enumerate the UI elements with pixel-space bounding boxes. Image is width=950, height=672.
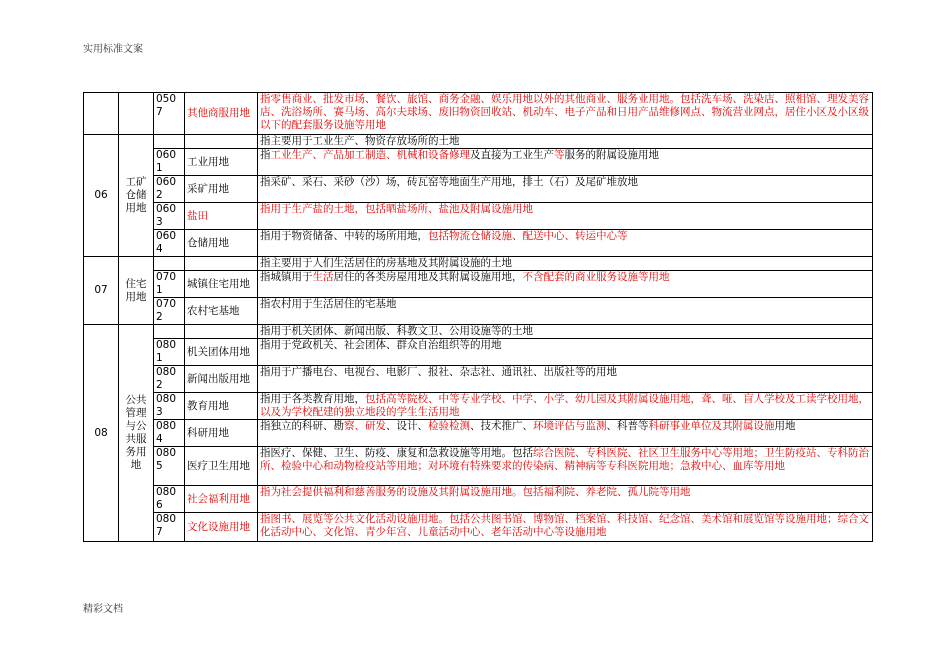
sub-code: 0701 [154,271,185,298]
sub-code: 0507 [154,93,185,135]
description: 指工业生产、产品加工制造、机械和设备修理及直接为工业生产等服务的附属设施用地 [258,149,873,176]
table-row [84,149,873,176]
category-name: 住宅用地 [119,257,154,325]
sub-code: 0806 [154,486,185,513]
empty-cell [154,257,185,271]
table-row [84,203,873,230]
table-row [84,257,873,271]
sub-name: 机关团体用地 [185,339,258,366]
description: 指用于生产盐的土地，包括晒盐场所、盐池及附属设施用地 [258,203,873,230]
sub-code: 0603 [154,203,185,230]
table-row [84,393,873,420]
table-row [84,513,873,542]
table-row [84,420,873,447]
category-code: 08 [84,325,119,542]
table-row [84,339,873,366]
sub-name: 农村宅基地 [185,298,258,325]
sub-name: 工业用地 [185,149,258,176]
table-row [84,176,873,203]
sub-name: 采矿用地 [185,176,258,203]
table-row [84,135,873,149]
description: 指图书、展览等公共文化活动设施用地。包括公共图书馆、博物馆、档案馆、科技馆、纪念馆、美术馆和展览馆等设施用地；综合文化活动中心、文化馆、青少年宫、儿童活动中心、老年活动中心等设施用地 [258,513,873,542]
description: 指采矿、采石、采砂（沙）场，砖瓦窑等地面生产用地，排土（石）及尾矿堆放地 [258,176,873,203]
table-row [84,447,873,486]
sub-code: 0801 [154,339,185,366]
sub-name: 新闻出版用地 [185,366,258,393]
description: 指用于各类教育用地，包括高等院校、中等专业学校、中学、小学、幼儿园及其附属设施用地，聋、哑、盲人学校及工读学校用地，以及为学校配建的独立地段的学生生活用地 [258,393,873,420]
table-row [84,325,873,339]
description: 指用于党政机关、社会团体、群众自治组织等的用地 [258,339,873,366]
category-code: 06 [84,135,119,257]
description: 指用于广播电台、电视台、电影厂、报社、杂志社、通讯社、出版社等的用地 [258,366,873,393]
sub-name: 城镇住宅用地 [185,271,258,298]
description: 指零售商业、批发市场、餐饮、旅馆、商务金融、娱乐用地以外的其他商业、服务业用地。包括洗车场、洗染店、照相馆、理发美容店、洗浴场所、赛马场、高尔夫球场、废旧物资回收站、机动车、电子产品和日用产品维修网点、物流营业网点，居住小区及小区级以下的配套服务设施等用地 [258,93,873,135]
description: 指用于机关团体、新闻出版、科教文卫、公用设施等的土地 [258,325,873,339]
table-row [84,298,873,325]
sub-code: 0805 [154,447,185,486]
page-footer: 精彩文档 [83,604,123,615]
sub-name: 盐田 [185,203,258,230]
description: 指医疗、保健、卫生、防疫、康复和急救设施等用地。包括综合医院、专科医院、社区卫生服务中心等用地；卫生防疫站、专科防治所、检验中心和动物检疫站等用地；对环境有特殊要求的传染病、精神病等专科医院用地；急救中心、血库等用地 [258,447,873,486]
description: 指主要用于工业生产、物资存放场所的土地 [258,135,873,149]
description: 指主要用于人们生活居住的房基地及其附属设施的土地 [258,257,873,271]
category-name: 工矿仓储用地 [119,135,154,257]
sub-name: 教育用地 [185,393,258,420]
empty-cell [154,325,185,339]
table-row [84,366,873,393]
empty-cell [119,93,154,135]
sub-code: 0702 [154,298,185,325]
table-row [84,486,873,513]
sub-name: 社会福利用地 [185,486,258,513]
table-row [84,230,873,257]
page-header: 实用标准文案 [83,44,143,55]
empty-cell [185,325,258,339]
description: 指为社会提供福利和慈善服务的设施及其附属设施用地。包括福利院、养老院、孤儿院等用地 [258,486,873,513]
sub-name: 其他商服用地 [185,93,258,135]
sub-name: 文化设施用地 [185,513,258,542]
land-use-table [83,92,873,542]
sub-code: 0604 [154,230,185,257]
table-row [84,93,873,135]
category-code: 07 [84,257,119,325]
sub-code: 0802 [154,366,185,393]
description: 指农村用于生活居住的宅基地 [258,298,873,325]
description: 指城镇用于生活居住的各类房屋用地及其附属设施用地，不含配套的商业服务设施等用地 [258,271,873,298]
empty-cell [185,135,258,149]
sub-name: 仓储用地 [185,230,258,257]
empty-cell [154,135,185,149]
category-name: 公共管理与公共服务用地 [119,325,154,542]
sub-code: 0602 [154,176,185,203]
sub-code: 0803 [154,393,185,420]
description: 指独立的科研、勘察、研发、设计、检验检测、技术推广、环境评估与监测、科普等科研事业单位及其附属设施用地 [258,420,873,447]
description: 指用于物资储备、中转的场所用地，包括物流仓储设施、配送中心、转运中心等 [258,230,873,257]
table-row [84,271,873,298]
sub-name: 科研用地 [185,420,258,447]
empty-cell [84,93,119,135]
sub-name: 医疗卫生用地 [185,447,258,486]
sub-code: 0807 [154,513,185,542]
empty-cell [185,257,258,271]
sub-code: 0804 [154,420,185,447]
sub-code: 0601 [154,149,185,176]
